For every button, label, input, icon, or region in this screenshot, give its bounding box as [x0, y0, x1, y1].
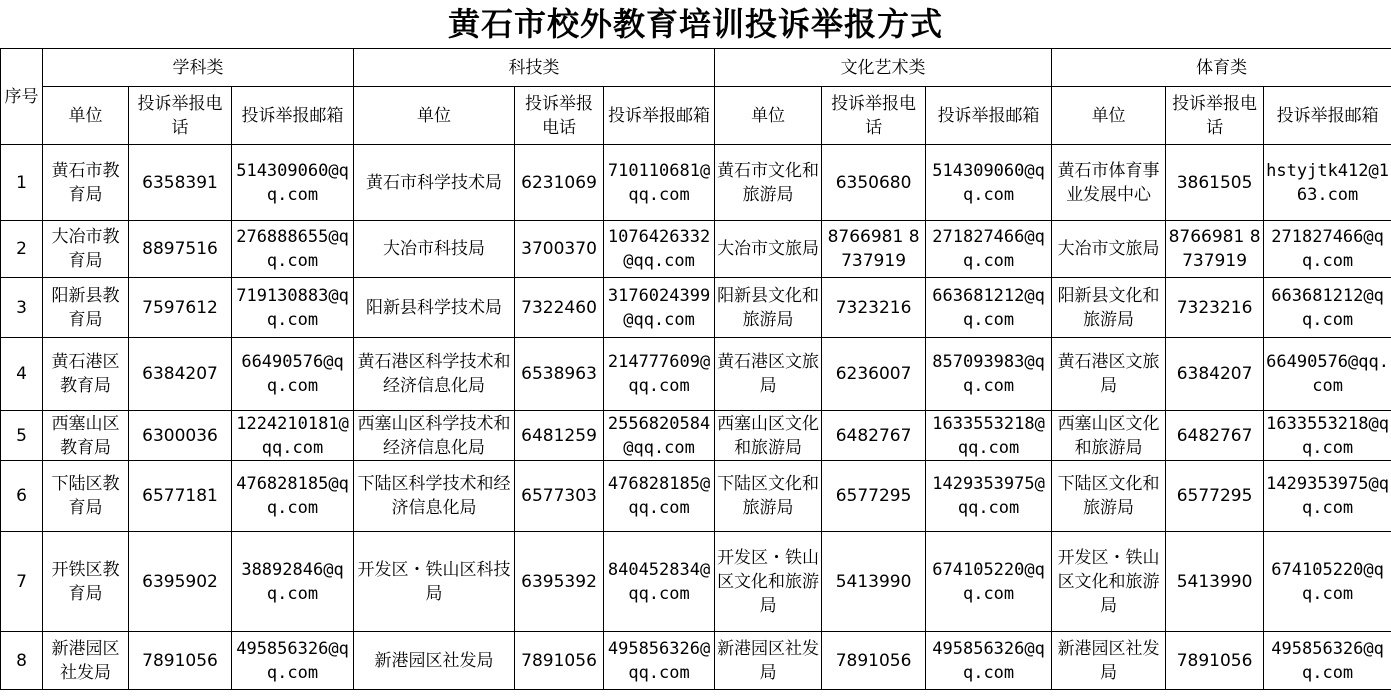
unit-cell: 黄石港区科学技术和经济信息化局 — [354, 338, 515, 411]
email-cell: 1633553218@qq.com — [926, 411, 1052, 461]
email-cell: 271827466@qq.com — [1264, 221, 1391, 278]
email-cell: 1633553218@qq.com — [1264, 411, 1391, 461]
phone-cell: 7891056 — [822, 632, 926, 690]
unit-cell: 黄石港区文旅局 — [715, 338, 822, 411]
email-cell: hstyjtk412@163.com — [1264, 145, 1391, 221]
email-cell: 663681212@qq.com — [1264, 278, 1391, 338]
xueke-phone-header: 投诉举报电话 — [129, 87, 232, 145]
phone-cell: 7597612 — [129, 278, 232, 338]
unit-cell: 黄石市科学技术局 — [354, 145, 515, 221]
table-row — [1, 461, 1391, 532]
email-cell: 38892846@qq.com — [232, 532, 354, 632]
phone-cell: 7891056 — [129, 632, 232, 690]
email-cell: 719130883@qq.com — [232, 278, 354, 338]
keji-unit-header: 单位 — [354, 87, 515, 145]
phone-cell: 6350680 — [822, 145, 926, 221]
seq-cell: 4 — [1, 338, 43, 411]
phone-cell: 6231069 — [515, 145, 604, 221]
phone-cell: 6482767 — [822, 411, 926, 461]
phone-cell: 8766981 8737919 — [822, 221, 926, 278]
unit-cell: 黄石港区文旅局 — [1052, 338, 1166, 411]
xueke-unit-header: 单位 — [43, 87, 129, 145]
xueke-email-header: 投诉举报邮箱 — [232, 87, 354, 145]
table-row — [1, 145, 1391, 221]
unit-cell: 大冶市文旅局 — [1052, 221, 1166, 278]
email-cell: 674105220@qq.com — [1264, 532, 1391, 632]
phone-cell: 7891056 — [515, 632, 604, 690]
page-title: 黄石市校外教育培训投诉举报方式 — [447, 5, 943, 43]
phone-cell: 3861505 — [1166, 145, 1264, 221]
phone-cell: 6538963 — [515, 338, 604, 411]
phone-cell: 6384207 — [1166, 338, 1264, 411]
category-xueke-header: 学科类 — [43, 49, 354, 87]
unit-cell: 黄石港区教育局 — [43, 338, 129, 411]
email-cell: 3176024399@qq.com — [604, 278, 715, 338]
table-row — [1, 338, 1391, 411]
unit-cell: 开发区・铁山区文化和旅游局 — [1052, 532, 1166, 632]
unit-cell: 新港园区社发局 — [354, 632, 515, 690]
email-cell: 674105220@qq.com — [926, 532, 1052, 632]
unit-cell: 阳新县科学技术局 — [354, 278, 515, 338]
unit-cell: 西塞山区科学技术和经济信息化局 — [354, 411, 515, 461]
wenyi-phone-header: 投诉举报电话 — [822, 87, 926, 145]
unit-cell: 黄石市文化和旅游局 — [715, 145, 822, 221]
category-keji-header: 科技类 — [354, 49, 715, 87]
email-cell: 840452834@qq.com — [604, 532, 715, 632]
category-tiyu-header: 体育类 — [1052, 49, 1391, 87]
unit-cell: 大冶市教育局 — [43, 221, 129, 278]
phone-cell: 7322460 — [515, 278, 604, 338]
unit-cell: 大冶市文旅局 — [715, 221, 822, 278]
email-cell: 663681212@qq.com — [926, 278, 1052, 338]
phone-cell: 6482767 — [1166, 411, 1264, 461]
email-cell: 495856326@qq.com — [604, 632, 715, 690]
seq-cell: 3 — [1, 278, 43, 338]
unit-cell: 阳新县文化和旅游局 — [715, 278, 822, 338]
seq-cell: 6 — [1, 461, 43, 532]
unit-cell: 新港园区社发局 — [715, 632, 822, 690]
unit-cell: 黄石市体育事业发展中心 — [1052, 145, 1166, 221]
email-cell: 476828185@qq.com — [604, 461, 715, 532]
tiyu-unit-header: 单位 — [1052, 87, 1166, 145]
email-cell: 495856326@qq.com — [1264, 632, 1391, 690]
email-cell: 857093983@qq.com — [926, 338, 1052, 411]
phone-cell: 6577295 — [1166, 461, 1264, 532]
complaint-table — [0, 48, 1391, 690]
phone-cell: 5413990 — [1166, 532, 1264, 632]
phone-cell: 7891056 — [1166, 632, 1264, 690]
unit-cell: 大冶市科技局 — [354, 221, 515, 278]
email-cell: 495856326@qq.com — [232, 632, 354, 690]
category-wenyi-header: 文化艺术类 — [715, 49, 1052, 87]
keji-email-header: 投诉举报邮箱 — [604, 87, 715, 145]
keji-phone-header: 投诉举报电话 — [515, 87, 604, 145]
unit-cell: 下陆区文化和旅游局 — [715, 461, 822, 532]
table-row — [1, 632, 1391, 690]
email-cell: 1429353975@qq.com — [1264, 461, 1391, 532]
phone-cell: 8766981 8737919 — [1166, 221, 1264, 278]
seq-cell: 1 — [1, 145, 43, 221]
unit-cell: 西塞山区教育局 — [43, 411, 129, 461]
phone-cell: 6481259 — [515, 411, 604, 461]
unit-cell: 开发区・铁山区科技局 — [354, 532, 515, 632]
email-cell: 1429353975@qq.com — [926, 461, 1052, 532]
unit-cell: 西塞山区文化和旅游局 — [715, 411, 822, 461]
phone-cell: 3700370 — [515, 221, 604, 278]
wenyi-email-header: 投诉举报邮箱 — [926, 87, 1052, 145]
phone-cell: 6358391 — [129, 145, 232, 221]
email-cell: 66490576@qq.com — [1264, 338, 1391, 411]
seq-cell: 7 — [1, 532, 43, 632]
email-cell: 1224210181@qq.com — [232, 411, 354, 461]
phone-cell: 6577303 — [515, 461, 604, 532]
wenyi-unit-header: 单位 — [715, 87, 822, 145]
email-cell: 495856326@qq.com — [926, 632, 1052, 690]
unit-cell: 阳新县文化和旅游局 — [1052, 278, 1166, 338]
unit-cell: 下陆区科学技术和经济信息化局 — [354, 461, 515, 532]
phone-cell: 5413990 — [822, 532, 926, 632]
email-cell: 1076426332@qq.com — [604, 221, 715, 278]
email-cell: 476828185@qq.com — [232, 461, 354, 532]
phone-cell: 6395902 — [129, 532, 232, 632]
unit-cell: 新港园区社发局 — [43, 632, 129, 690]
email-cell: 514309060@qq.com — [232, 145, 354, 221]
tiyu-email-header: 投诉举报邮箱 — [1264, 87, 1391, 145]
table-row — [1, 278, 1391, 338]
email-cell: 214777609@qq.com — [604, 338, 715, 411]
unit-cell: 黄石市教育局 — [43, 145, 129, 221]
unit-cell: 开发区・铁山区文化和旅游局 — [715, 532, 822, 632]
seq-cell: 2 — [1, 221, 43, 278]
table-row — [1, 221, 1391, 278]
phone-cell: 6395392 — [515, 532, 604, 632]
unit-cell: 西塞山区文化和旅游局 — [1052, 411, 1166, 461]
unit-cell: 开铁区教育局 — [43, 532, 129, 632]
table-row — [1, 411, 1391, 461]
email-cell: 2556820584@qq.com — [604, 411, 715, 461]
unit-cell: 下陆区文化和旅游局 — [1052, 461, 1166, 532]
unit-cell: 阳新县教育局 — [43, 278, 129, 338]
unit-cell: 下陆区教育局 — [43, 461, 129, 532]
phone-cell: 7323216 — [822, 278, 926, 338]
seq-header: 序号 — [1, 49, 43, 145]
phone-cell: 8897516 — [129, 221, 232, 278]
seq-cell: 8 — [1, 632, 43, 690]
phone-cell: 6577181 — [129, 461, 232, 532]
email-cell: 271827466@qq.com — [926, 221, 1052, 278]
table-row — [1, 532, 1391, 632]
email-cell: 514309060@qq.com — [926, 145, 1052, 221]
phone-cell: 6577295 — [822, 461, 926, 532]
phone-cell: 7323216 — [1166, 278, 1264, 338]
seq-cell: 5 — [1, 411, 43, 461]
phone-cell: 6300036 — [129, 411, 232, 461]
unit-cell: 新港园区社发局 — [1052, 632, 1166, 690]
phone-cell: 6384207 — [129, 338, 232, 411]
email-cell: 276888655@qq.com — [232, 221, 354, 278]
email-cell: 710110681@qq.com — [604, 145, 715, 221]
tiyu-phone-header: 投诉举报电话 — [1166, 87, 1264, 145]
phone-cell: 6236007 — [822, 338, 926, 411]
email-cell: 66490576@qq.com — [232, 338, 354, 411]
